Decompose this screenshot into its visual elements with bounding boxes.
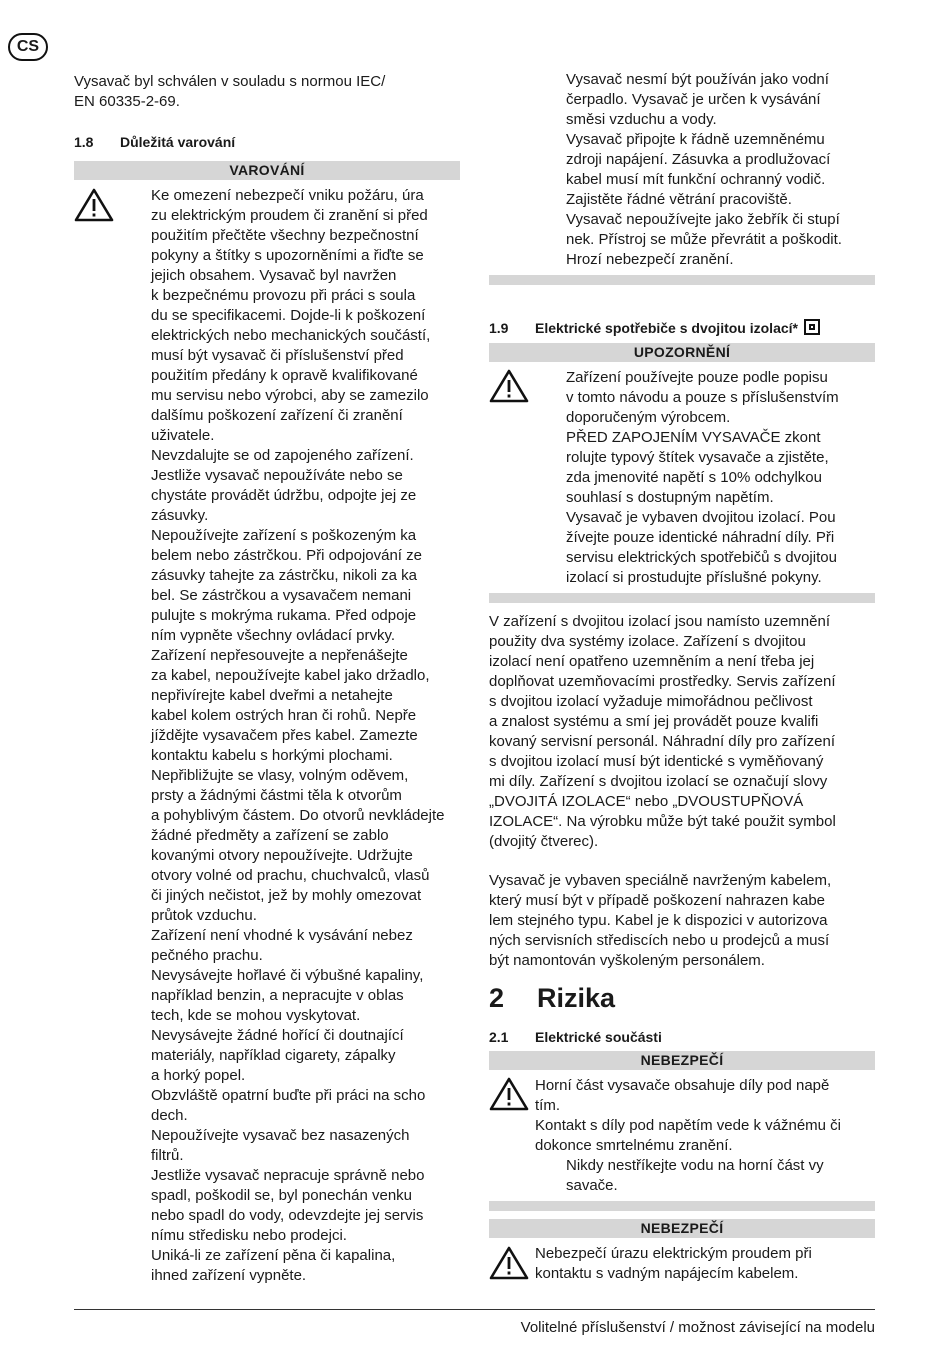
chapter-2-heading [489,982,879,1014]
danger-text: Nebezpečí úrazu elektrickým proudem při kontaktu s vadným napájecím kabelem. [535,1245,812,1282]
section-1-8-heading [74,133,464,151]
intro-text: Vysavač byl schválen v souladu s normou IEC/ EN 60335-2-69. [74,73,386,110]
section-1-9-heading [489,319,879,337]
caution-bar: UPOZORNĚNÍ [489,343,875,362]
section-number: 1.9 [489,320,509,336]
double-insulation-paragraph: V zařízení s dvojitou izolací jsou namísto uzemnění použity dva systémy izolace. Zařízení s dvojitou izolací není opatřeno uzemněním a není třeba jej doplňovat uzemňovacími prostředky. Servis zařízení s dvojitou izolací vyžaduje mimořádnou pečlivost a znalost systému a smí jej provádět pouze kvalifi kovaný servisní personál. Náhradní díly pro zařízení s dvojitou izolací musí být identické s vyměňovaný mi díly. Zařízení s dvojitou izolací se označují slovy „DVOJITÁ IZOLACE“ nebo „DVOUSTUPŇOVÁ IZOLACE“. Na výrobku může být také použit symbol (dvojitý čtverec). [489,613,836,850]
warning-triangle-icon [489,1245,529,1281]
danger-bar: NEBEZPEČÍ [489,1051,875,1070]
section-title: Důležitá varování [120,134,236,150]
section-title: Elektrické součásti [535,1029,662,1045]
danger-text: Horní část vysavače obsahuje díly pod napě tím. Kontakt s díly pod napětím vede k vážnému či dokonce smrtelnému zranění. [535,1077,841,1154]
cable-paragraph: Vysavač je vybaven speciálně navrženým kabelem, který musí být v případě poškození nahrazen kabe lem stejného typu. Kabel je k dispozici v autorizova ných servisních střediscích nebo u prodejců a musí být namontován vyškoleným personálem. [489,872,832,969]
warning-triangle-icon [74,187,114,223]
warning-text: Ke omezení nebezpečí vniku požáru, úra zu elektrickým proudem či zranění si před použitím přečtěte všechny bezpečnostní pokyny a štítky s upozorněními a řiďte se jejich obsahem. Vysavač byl navržen k bezpečnému provozu při práci s soula du se specifikacemi. Dojde-li k poškození elektrických nebo mechanických součástí, musí být vysavač či příslušenství před použitím předány k opravě kvalifikované mu servisu nebo výrobci, aby se zamezilo dalšímu poškození zařízení či zranění uživatele. Nevzdalujte se od zapojeného zařízení. Jestliže vysavač nepoužíváte nebo se chystáte provádět údržbu, odpojte jej ze zásuvky. Nepoužívejte zařízení s poškozeným ka belem nebo zástrčkou. Při odpojování ze zásuvky tahejte za zástrčku, nikoli za ka bel. Se zástrčkou a vysavačem nemani pulujte s mokrýma rukama. Před odpoje ním vypněte všechny ovládací prvky. Zařízení nepřesouvejte a nepřenášejte za kabel, nepoužívejte kabel jako držadlo, nepřivírejte kabel dveřmi a netahejte kabel kolem ostrých hran či rohů. Nepře jíždějte vysavačem přes kabel. Zamezte kontaktu kabelu s horkými plochami. Nepřibližujte se vlasy, volným oděvem, prsty a žádnými částmi těla k otvorům a pohyblivým částem. Do otvorů nevkládejte žádné předměty a zařízení se zablo kovanými otvory nepoužívejte. Udržujte otvory volné od prachu, chuchvalců, vlasů či jiných nečistot, jež by mohly omezovat průtok vzduchu. Zařízení není vhodné k vysávání nebez pečného prachu. Nevysávejte hořlavé či výbušné kapaliny, například benzin, a nepracujte v oblas tech, kde se mohou vyskytovat. Nevysávejte žádné hořící či doutnající materiály, například cigarety, zápalky a horký popel. Obzvláště opatrní buďte při práci na scho dech. Nepoužívejte vysavač bez nasazených filtrů. Jestliže vysavač nepracuje správně nebo spadl, poškodil se, byl ponechán venku nebo spadl do vody, odevzdejte jej servis nímu středisku nebo prodejci. Uniká-li ze zařízení pěna či kapalina, ihned zařízení vypněte. [151,187,445,1284]
danger-end-bar [489,1201,875,1211]
footer-note: Volitelné příslušenství / možnost závisející na modelu [520,1319,875,1336]
section-number: 1.8 [74,134,94,150]
danger-bar: NEBEZPEČÍ [489,1219,875,1238]
section-2-1-heading [489,1028,879,1046]
caution-end-bar [489,593,875,603]
language-badge: CS [8,33,48,61]
danger-instruction-text: Nikdy nestříkejte vodu na horní část vy savače. [566,1157,824,1194]
chapter-title: Rizika [537,983,616,1013]
warning-triangle-icon [489,1076,529,1112]
section-number: 2.1 [489,1029,509,1045]
double-insulation-icon [804,319,820,335]
warning-triangle-icon [489,368,529,404]
warning-end-bar [489,275,875,285]
caution-text: Zařízení používejte pouze podle popisu v tomto návodu a pouze s příslušenstvím doporučeným výrobcem. PŘED ZAPOJENÍM VYSAVAČE zkont rolujte typový štítek vysavače a zjistěte, zda jmenovité napětí s 10% odchylkou souhlasí s dostupným napětím. Vysavač je vybaven dvojitou izolací. Pou žívejte pouze identické náhradní díly. Při servisu elektrických spotřebičů s dvojitou izolací si prostudujte příslušné pokyny. [566,369,839,586]
warning-bar: VAROVÁNÍ [74,161,460,180]
warning-continued-text: Vysavač nesmí být používán jako vodní čerpadlo. Vysavač je určen k vysávání směsi vzduchu a vody. Vysavač připojte k řádně uzemněnému zdroji napájení. Zásuvka a prodlužovací kabel musí mít funkční ochranný vodič. Zajistěte řádné větrání pracoviště. Vysavač nepoužívejte jako žebřík či stupí nek. Přístroj se může převrátit a poškodit. Hrozí nebezpečí zranění. [566,71,842,268]
chapter-number: 2 [489,983,505,1013]
footer-rule [74,1309,875,1310]
section-title: Elektrické spotřebiče s dvojitou izolací* [535,320,798,336]
